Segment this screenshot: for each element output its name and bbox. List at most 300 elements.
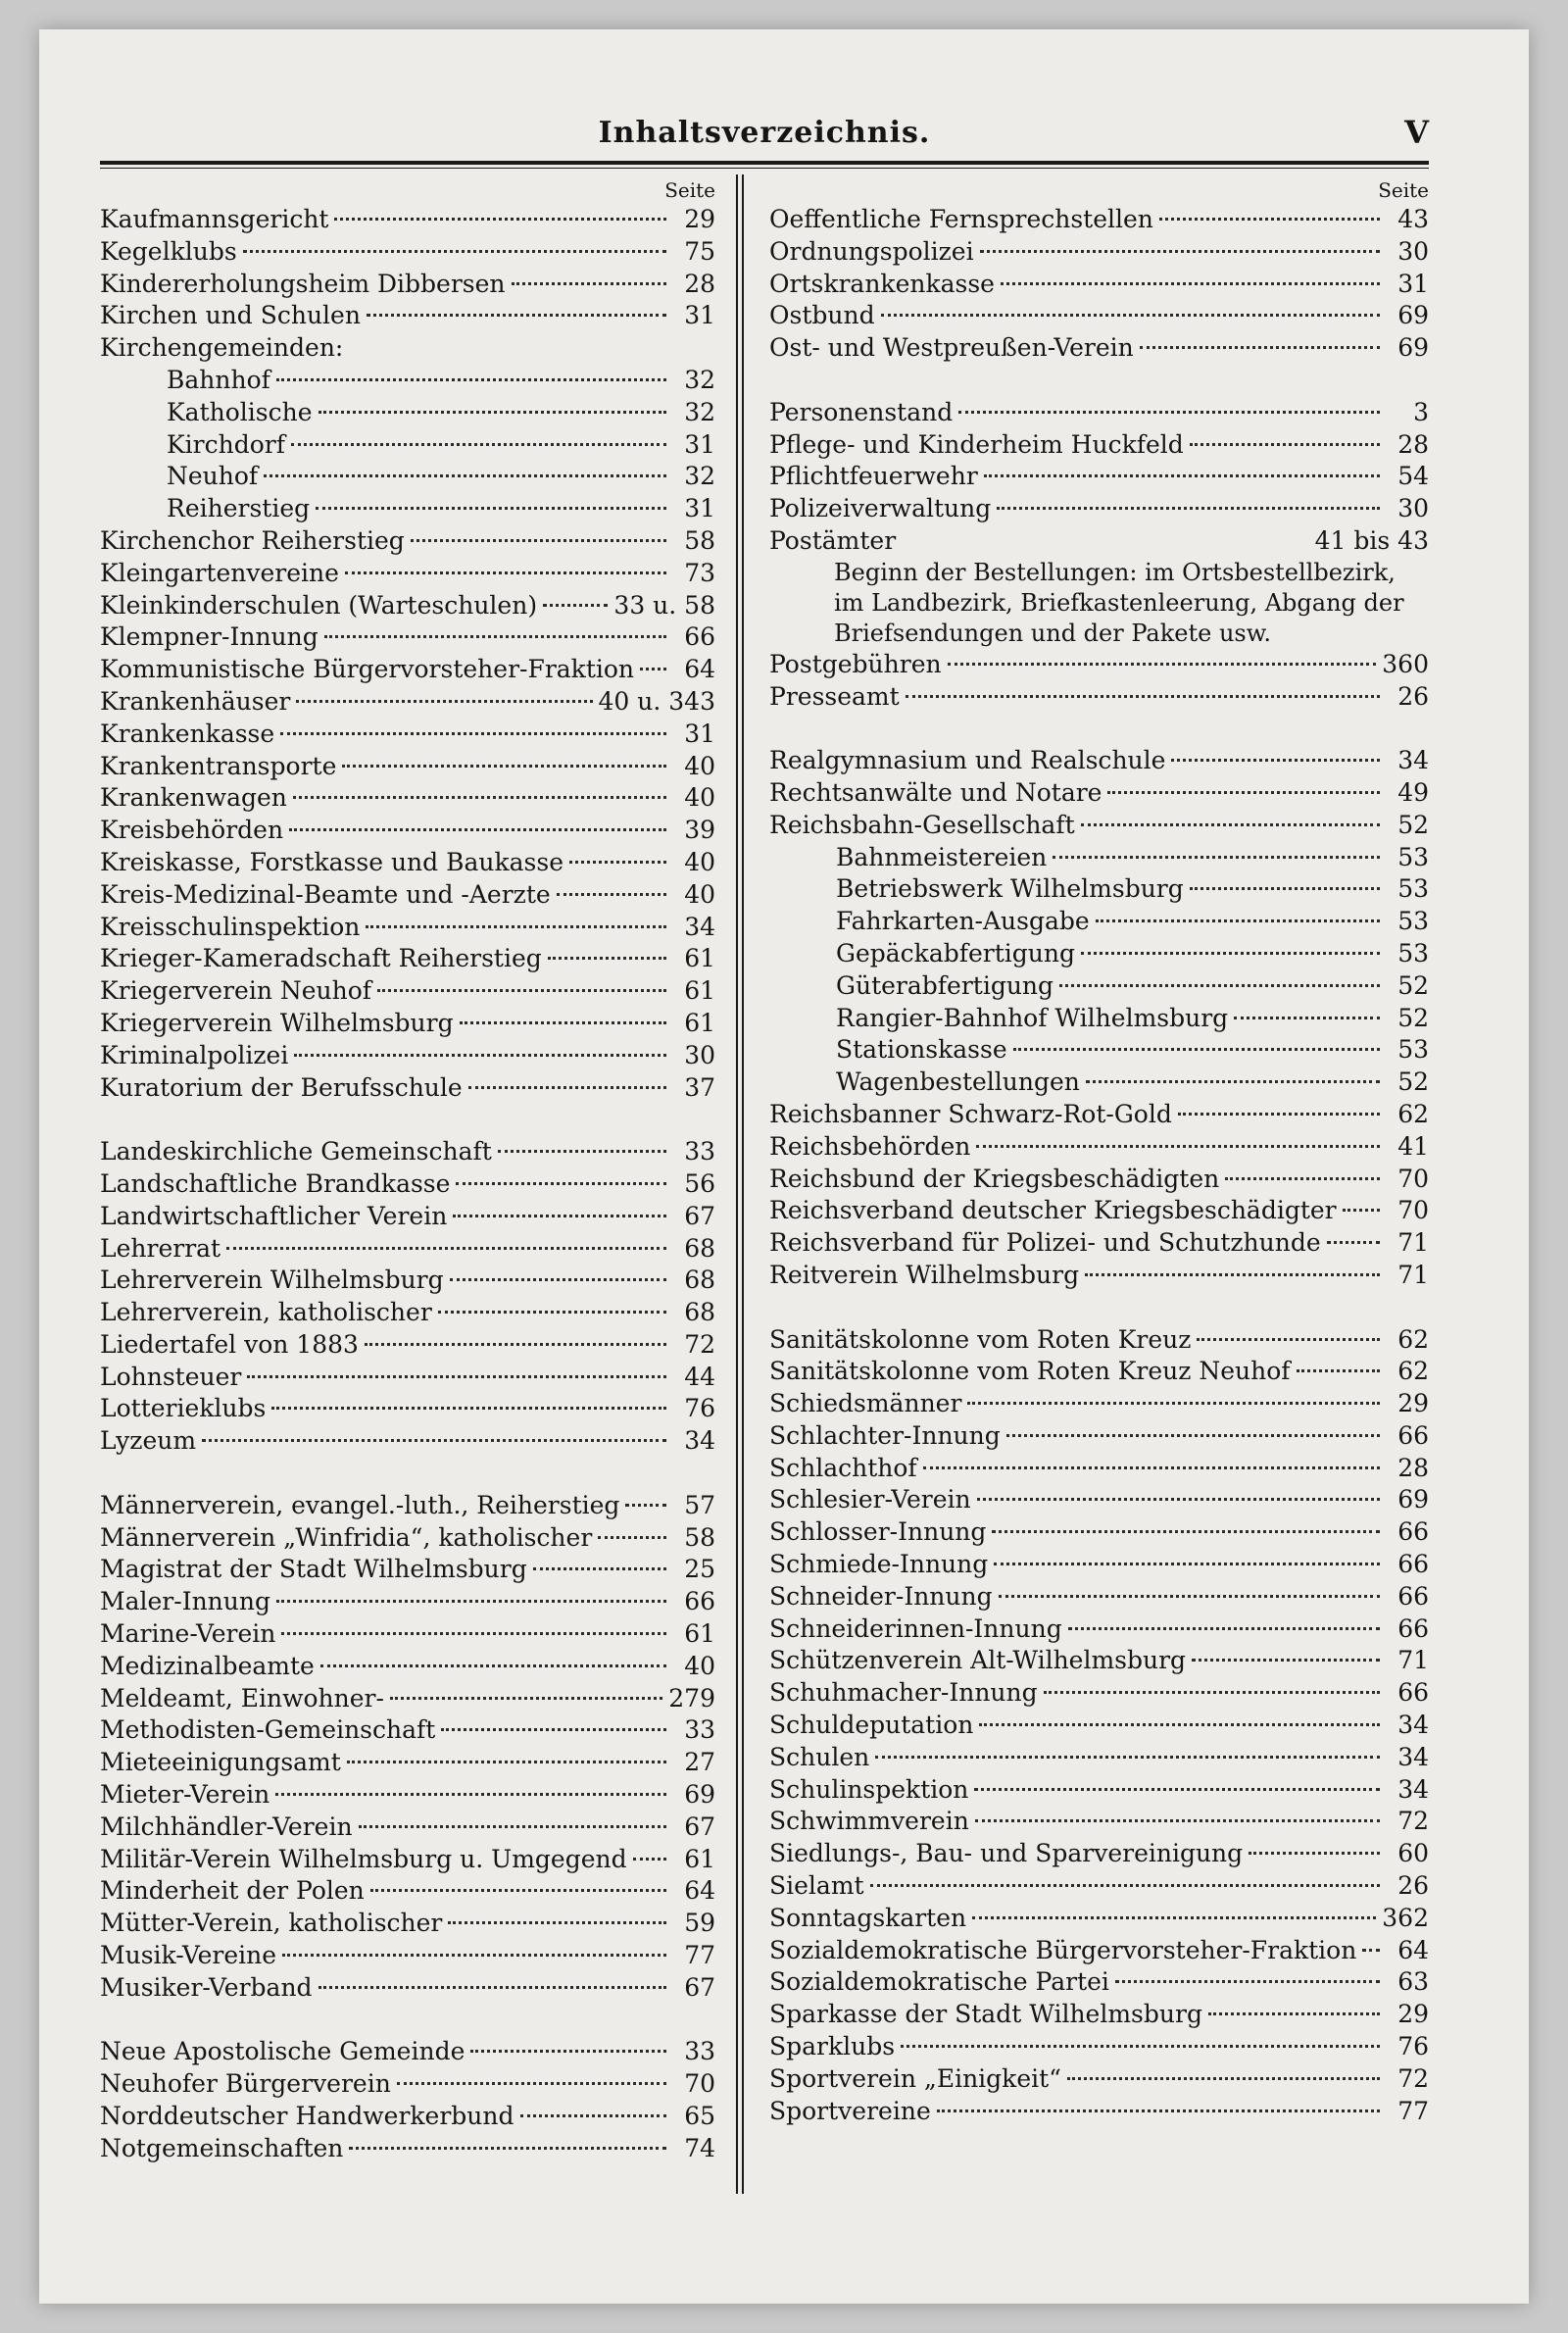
leader-dots (625, 1504, 666, 1507)
index-entry (100, 1972, 715, 2005)
index-entry (100, 1265, 715, 1297)
entry-title: Sozialdemokratische Bürgervorsteher-Fraktion (769, 1935, 1357, 1964)
leader-dots (958, 411, 1380, 414)
entry-page-number: 61 (684, 976, 715, 1006)
entry-title: Lyzeum (100, 1426, 197, 1456)
entry-title: Sportverein „Einigkeit“ (769, 2063, 1061, 2093)
entry-page-number: 62 (1397, 1099, 1429, 1128)
index-list (769, 204, 1429, 2127)
entry-page-number: 34 (1397, 1742, 1429, 1771)
index-entry (769, 397, 1429, 429)
leader-dots (1006, 1434, 1380, 1437)
leader-dots (1001, 282, 1380, 285)
entry-page-number: 34 (684, 1426, 715, 1456)
leader-dots (271, 1407, 666, 1410)
entry-title: Güterabfertigung (836, 970, 1054, 1000)
entry-title: Bahnmeistereien (836, 842, 1048, 871)
index-entry (769, 204, 1429, 236)
index-note: Beginn der Bestellungen: im Ortsbestellbezirk, im Landbezirk, Briefkastenleerung, Abgang der Briefsendungen und der Pakete usw. (834, 558, 1404, 647)
leader-dots (598, 1536, 666, 1539)
entry-page-number: 362 (1382, 1903, 1429, 1932)
entry-title: Ostbund (769, 301, 875, 330)
section-gap (100, 1458, 715, 1490)
index-column-left (100, 176, 715, 2165)
index-entry (100, 782, 715, 815)
index-entry (769, 810, 1429, 842)
index-entry (769, 1388, 1429, 1420)
index-entry (100, 1136, 715, 1168)
entry-title: Magistrat der Stadt Wilhelmsburg (100, 1555, 527, 1584)
leader-dots (366, 925, 666, 928)
leader-dots (320, 1664, 666, 1667)
leader-dots (1067, 2077, 1380, 2080)
entry-page-number: 29 (684, 205, 715, 233)
entry-page-number: 30 (1397, 236, 1429, 266)
entry-title: Schlachter-Innung (769, 1420, 1001, 1450)
entry-title: Kleingartenvereine (100, 558, 339, 587)
entry-title: Norddeutscher Handwerkerbund (100, 2102, 514, 2131)
entry-page-number: 72 (1397, 2063, 1429, 2093)
leader-dots (875, 1756, 1380, 1759)
entry-page-number: 66 (684, 622, 715, 652)
entry-page-number: 66 (684, 1587, 715, 1616)
entry-page-number: 70 (1397, 1196, 1429, 1225)
leader-dots (247, 1375, 666, 1378)
entry-page-number: 29 (1397, 1389, 1429, 1418)
entry-title: Maler-Innung (100, 1587, 270, 1616)
index-entry (769, 1195, 1429, 1227)
entry-page-number: 53 (1397, 907, 1429, 936)
entry-page-number: 70 (684, 2069, 715, 2099)
entry-page-number: 69 (1397, 301, 1429, 330)
entry-page-number: 53 (1397, 874, 1429, 904)
entry-page-number: 59 (684, 1909, 715, 1938)
entry-title: Reichsbanner Schwarz-Rot-Gold (769, 1099, 1172, 1128)
index-entry (100, 1297, 715, 1329)
entry-title: Postämter (769, 525, 897, 555)
entry-title: Kindererholungsheim Dibbersen (100, 269, 506, 298)
leader-dots (324, 635, 666, 638)
entry-title: Oeffentliche Fernsprechstellen (769, 205, 1153, 233)
index-entry (769, 1260, 1429, 1292)
index-entry (100, 332, 715, 365)
leader-dots (293, 796, 666, 799)
section-gap (100, 2005, 715, 2037)
entry-title: Neue Apostolische Gemeinde (100, 2037, 466, 2066)
index-subentry (100, 397, 715, 429)
leader-dots (1085, 1273, 1380, 1276)
leader-dots (1081, 952, 1380, 955)
leader-dots (977, 1498, 1380, 1501)
leader-dots (460, 1021, 666, 1024)
leader-dots (1208, 2012, 1380, 2015)
index-entry (769, 461, 1429, 493)
entry-page-number: 39 (684, 816, 715, 845)
index-entry (769, 332, 1429, 365)
entry-title: Neuhofer Bürgerverein (100, 2069, 391, 2099)
entry-title: Siedlungs-, Bau- und Sparvereinigung (769, 1839, 1244, 1868)
entry-title: Kuratorium der Berufsschule (100, 1072, 463, 1102)
entry-page-number: 40 u. 343 (598, 686, 715, 716)
index-entry (769, 1806, 1429, 1838)
index-entry (100, 525, 715, 558)
entry-page-number: 68 (684, 1233, 715, 1263)
index-entry (769, 649, 1429, 681)
entry-title: Lehrerverein, katholischer (100, 1298, 432, 1327)
entry-title: Milchhändler-Verein (100, 1812, 353, 1841)
leader-dots (1068, 1627, 1380, 1630)
index-subentry (100, 461, 715, 493)
page-header (100, 108, 1429, 157)
leader-dots (291, 443, 666, 446)
leader-dots (1140, 346, 1380, 349)
index-entry (100, 1586, 715, 1618)
leader-dots (1059, 984, 1380, 987)
leader-dots (967, 1402, 1380, 1405)
index-entry (769, 1420, 1429, 1453)
entry-title: Sportvereine (769, 2096, 931, 2125)
entry-title: Reitverein Wilhelmsburg (769, 1260, 1080, 1289)
index-entry (100, 975, 715, 1008)
index-entry (100, 686, 715, 719)
entry-page-number: 40 (684, 751, 715, 780)
entry-page-number: 76 (1397, 2032, 1429, 2061)
entry-title: Pflege- und Kinderheim Huckfeld (769, 429, 1184, 459)
column-divider (736, 174, 744, 2194)
entry-title: Medizinalbeamte (100, 1651, 315, 1680)
leader-dots (450, 1278, 666, 1281)
index-entry (769, 300, 1429, 332)
index-entry (769, 1484, 1429, 1516)
entry-page-number: 37 (684, 1072, 715, 1102)
section-gap (769, 365, 1429, 397)
leader-dots (1171, 759, 1380, 762)
index-entry (100, 943, 715, 975)
leader-dots (1081, 823, 1380, 826)
entry-page-number: 56 (684, 1168, 715, 1198)
entry-title: Schlosser-Innung (769, 1517, 987, 1547)
index-subentry (769, 938, 1429, 970)
entry-title: Schiedsmänner (769, 1389, 962, 1418)
entry-title: Kirchdorf (167, 429, 285, 459)
leader-dots (1343, 1209, 1380, 1212)
entry-title: Kreis-Medizinal-Beamte und -Aerzte (100, 879, 551, 909)
entry-page-number: 68 (684, 1298, 715, 1327)
leader-dots (976, 1145, 1380, 1148)
entry-title: Kreiskasse, Forstkasse und Baukasse (100, 847, 564, 876)
leader-dots (1225, 1177, 1380, 1180)
entry-title: Kleinkinderschulen (Warteschulen) (100, 590, 538, 620)
index-entry (769, 1710, 1429, 1742)
index-entry (100, 847, 715, 879)
entry-title: Schneiderinnen-Innung (769, 1613, 1062, 1643)
entry-page-number: 61 (684, 1619, 715, 1649)
entry-page-number: 52 (1397, 810, 1429, 839)
entry-title: Kreisbehörden (100, 816, 284, 845)
entry-page-number: 64 (684, 655, 715, 684)
entry-page-number: 53 (1397, 938, 1429, 968)
entry-title: Marine-Verein (100, 1619, 276, 1649)
entry-title: Kriminalpolizei (100, 1040, 289, 1069)
entry-page-number: 30 (1397, 494, 1429, 523)
entry-title: Methodisten-Gemeinschaft (100, 1715, 436, 1745)
entry-page-number: 67 (684, 1812, 715, 1841)
entry-title: Reichsbehörden (769, 1131, 971, 1161)
leader-dots (569, 861, 666, 864)
leader-dots (994, 1563, 1380, 1565)
entry-page-number: 64 (1397, 1935, 1429, 1964)
entry-title: Kommunistische Bürgervorsteher-Fraktion (100, 655, 635, 684)
entry-title: Schuhmacher-Innung (769, 1678, 1038, 1708)
leader-dots (498, 1150, 666, 1153)
leader-dots (923, 1466, 1380, 1469)
document-page (39, 29, 1529, 2304)
leader-dots (316, 507, 666, 510)
entry-page-number: 26 (1397, 681, 1429, 711)
leader-dots (359, 1825, 666, 1828)
entry-page-number: 29 (1397, 2000, 1429, 2029)
index-column-right (769, 176, 1429, 2127)
section-gap (100, 1104, 715, 1136)
entry-page-number: 69 (1397, 1485, 1429, 1514)
entry-title: Schulinspektion (769, 1774, 969, 1804)
entry-page-number: 33 u. 58 (613, 590, 715, 620)
leader-dots (318, 1986, 666, 1989)
index-entry (100, 912, 715, 944)
entry-page-number: 32 (684, 365, 715, 394)
leader-dots (367, 314, 666, 317)
entry-title: Fahrkarten-Ausgabe (836, 907, 1090, 936)
entry-title: Landeskirchliche Gemeinschaft (100, 1137, 492, 1166)
leader-dots (264, 474, 666, 477)
index-subentry (769, 842, 1429, 874)
entry-page-number: 44 (684, 1362, 715, 1391)
entry-title: Lehrerverein Wilhelmsburg (100, 1266, 444, 1295)
entry-title: Ordnungspolizei (769, 236, 974, 266)
leader-dots (202, 1439, 666, 1442)
leader-dots (997, 507, 1380, 510)
index-entry (100, 204, 715, 236)
entry-page-number: 68 (684, 1266, 715, 1295)
entry-title: Musiker-Verband (100, 1972, 313, 2002)
entry-page-number: 77 (684, 1941, 715, 1970)
index-entry (100, 1779, 715, 1812)
leader-dots (470, 2050, 666, 2053)
index-entry (769, 1935, 1429, 1967)
section-gap (769, 713, 1429, 745)
entry-title: Kirchenchor Reiherstieg (100, 525, 405, 555)
entry-title: Lohnsteuer (100, 1362, 242, 1391)
leader-dots (1115, 1980, 1380, 1983)
entry-title: Neuhof (167, 462, 259, 491)
entry-page-number: 75 (684, 236, 715, 266)
entry-page-number: 60 (1397, 1839, 1429, 1868)
entry-page-number: 360 (1382, 649, 1429, 678)
index-entry (100, 1651, 715, 1683)
entry-page-number: 73 (684, 558, 715, 587)
leader-dots (441, 1728, 666, 1731)
entry-title: Krankenhäuser (100, 686, 291, 716)
leader-dots (520, 2114, 666, 2117)
index-entry (100, 1393, 715, 1425)
entry-page-number: 31 (684, 494, 715, 523)
index-list (100, 204, 715, 2165)
entry-title: Kirchengemeinden: (100, 333, 344, 363)
entry-title: Bahnhof (167, 365, 270, 394)
entry-title: Presseamt (769, 681, 900, 711)
index-entry (100, 654, 715, 686)
index-entry (100, 1714, 715, 1747)
leader-dots (980, 250, 1380, 253)
entry-page-number: 61 (684, 1008, 715, 1037)
index-entry (100, 1554, 715, 1586)
entry-title: Rangier-Bahnhof Wilhelmsburg (836, 1003, 1229, 1032)
entry-title: Schulen (769, 1742, 870, 1771)
entry-page-number: 52 (1397, 1067, 1429, 1097)
entry-title: Krankentransporte (100, 751, 337, 780)
leader-dots (937, 2110, 1380, 2112)
leader-dots (533, 1567, 666, 1570)
leader-dots (1107, 791, 1380, 794)
index-entry (100, 1618, 715, 1651)
entry-page-number: 52 (1397, 1003, 1429, 1032)
index-entry (769, 681, 1429, 714)
index-entry (769, 1645, 1429, 1677)
entry-page-number: 67 (684, 1201, 715, 1230)
entry-page-number: 34 (1397, 1711, 1429, 1740)
seite-label: Seite (1378, 178, 1429, 202)
index-entry (769, 1453, 1429, 1485)
index-entry (100, 1812, 715, 1844)
entry-page-number: 57 (684, 1490, 715, 1519)
entry-page-number: 52 (1397, 970, 1429, 1000)
index-entry (100, 1201, 715, 1233)
leader-dots (1159, 218, 1380, 221)
leader-dots (448, 1921, 666, 1924)
index-entry (100, 1747, 715, 1779)
leader-dots (281, 1632, 666, 1635)
entry-title: Mieter-Verein (100, 1780, 270, 1810)
leader-dots (294, 1054, 666, 1057)
seite-label: Seite (664, 178, 715, 202)
index-entry (769, 1131, 1429, 1164)
leader-dots (901, 2045, 1380, 2048)
index-entry (100, 1490, 715, 1522)
entry-page-number: 61 (684, 1844, 715, 1873)
index-entry (769, 2096, 1429, 2128)
index-entry (769, 1838, 1429, 1870)
entry-page-number: 67 (684, 1972, 715, 2002)
leader-dots (349, 2147, 666, 2150)
entry-title: Schlachthof (769, 1453, 917, 1482)
entry-page-number: 69 (684, 1780, 715, 1810)
leader-dots (318, 411, 667, 414)
leader-dots (512, 282, 666, 285)
entry-title: Musik-Vereine (100, 1941, 277, 1970)
index-entry (100, 1425, 715, 1458)
entry-title: Katholische (167, 397, 313, 426)
entry-title: Kirchen und Schulen (100, 301, 361, 330)
index-entry (769, 2063, 1429, 2096)
index-entry (769, 1549, 1429, 1581)
leader-dots (390, 1697, 662, 1700)
leader-dots (280, 732, 666, 735)
leader-dots (1197, 1338, 1380, 1341)
entry-page-number: 43 (1397, 205, 1429, 233)
leader-dots (992, 1530, 1380, 1533)
entry-title: Schuldeputation (769, 1711, 974, 1740)
entry-page-number: 40 (684, 783, 715, 813)
leader-dots (1249, 1852, 1380, 1855)
entry-page-number: 33 (684, 1715, 715, 1745)
leader-dots (468, 1086, 666, 1089)
index-entry (100, 1683, 715, 1715)
entry-page-number: 27 (684, 1748, 715, 1777)
index-entry (100, 2101, 715, 2133)
index-entry (100, 1008, 715, 1040)
leader-dots (640, 668, 666, 670)
section-gap (769, 1292, 1429, 1324)
entry-title: Männerverein „Winfridia“, katholischer (100, 1522, 593, 1552)
entry-page-number: 28 (1397, 429, 1429, 459)
entry-title: Kaufmannsgericht (100, 205, 329, 233)
leader-dots (1234, 1017, 1380, 1019)
index-entry (769, 1903, 1429, 1935)
entry-page-number: 74 (684, 2133, 715, 2162)
leader-dots (377, 989, 666, 992)
entry-title: Schneider-Innung (769, 1581, 993, 1611)
leader-dots (1086, 1080, 1380, 1083)
index-entry (100, 1875, 715, 1908)
leader-dots (948, 663, 1377, 666)
entry-title: Polizeiverwaltung (769, 494, 992, 523)
index-entry (100, 879, 715, 912)
entry-title: Ost- und Westpreußen-Verein (769, 333, 1134, 363)
index-subentry (769, 906, 1429, 938)
index-entry (769, 745, 1429, 777)
leader-dots (999, 1595, 1380, 1598)
entry-title: Realgymnasium und Realschule (769, 746, 1166, 775)
index-entry (769, 777, 1429, 810)
entry-page-number: 3 (1413, 397, 1429, 426)
entry-page-number: 26 (1397, 1871, 1429, 1901)
entry-page-number: 40 (684, 1651, 715, 1680)
entry-page-number: 34 (1397, 746, 1429, 775)
index-entry (100, 1168, 715, 1201)
index-entry (769, 1613, 1429, 1646)
index-entry (100, 1233, 715, 1266)
leader-dots (557, 893, 666, 896)
entry-title: Sozialdemokratische Partei (769, 1967, 1109, 1997)
index-subentry (100, 493, 715, 525)
entry-title: Mieteeinigungsamt (100, 1748, 341, 1777)
index-entry (100, 1940, 715, 1972)
entry-page-number: 30 (684, 1040, 715, 1069)
entry-title: Mütter-Verein, katholischer (100, 1909, 443, 1938)
entry-page-number: 66 (1397, 1678, 1429, 1708)
leader-dots (275, 1793, 666, 1796)
index-subentry (769, 873, 1429, 906)
entry-page-number: 62 (1397, 1324, 1429, 1354)
leader-dots (334, 218, 666, 221)
index-entry (100, 590, 715, 622)
leader-dots (1192, 1659, 1380, 1662)
entry-page-number: 49 (1397, 777, 1429, 807)
entry-title: Männerverein, evangel.-luth., Reiherstieg (100, 1490, 620, 1519)
entry-page-number: 34 (684, 912, 715, 941)
entry-title: Landschaftliche Brandkasse (100, 1168, 451, 1198)
index-entry (769, 1356, 1429, 1388)
